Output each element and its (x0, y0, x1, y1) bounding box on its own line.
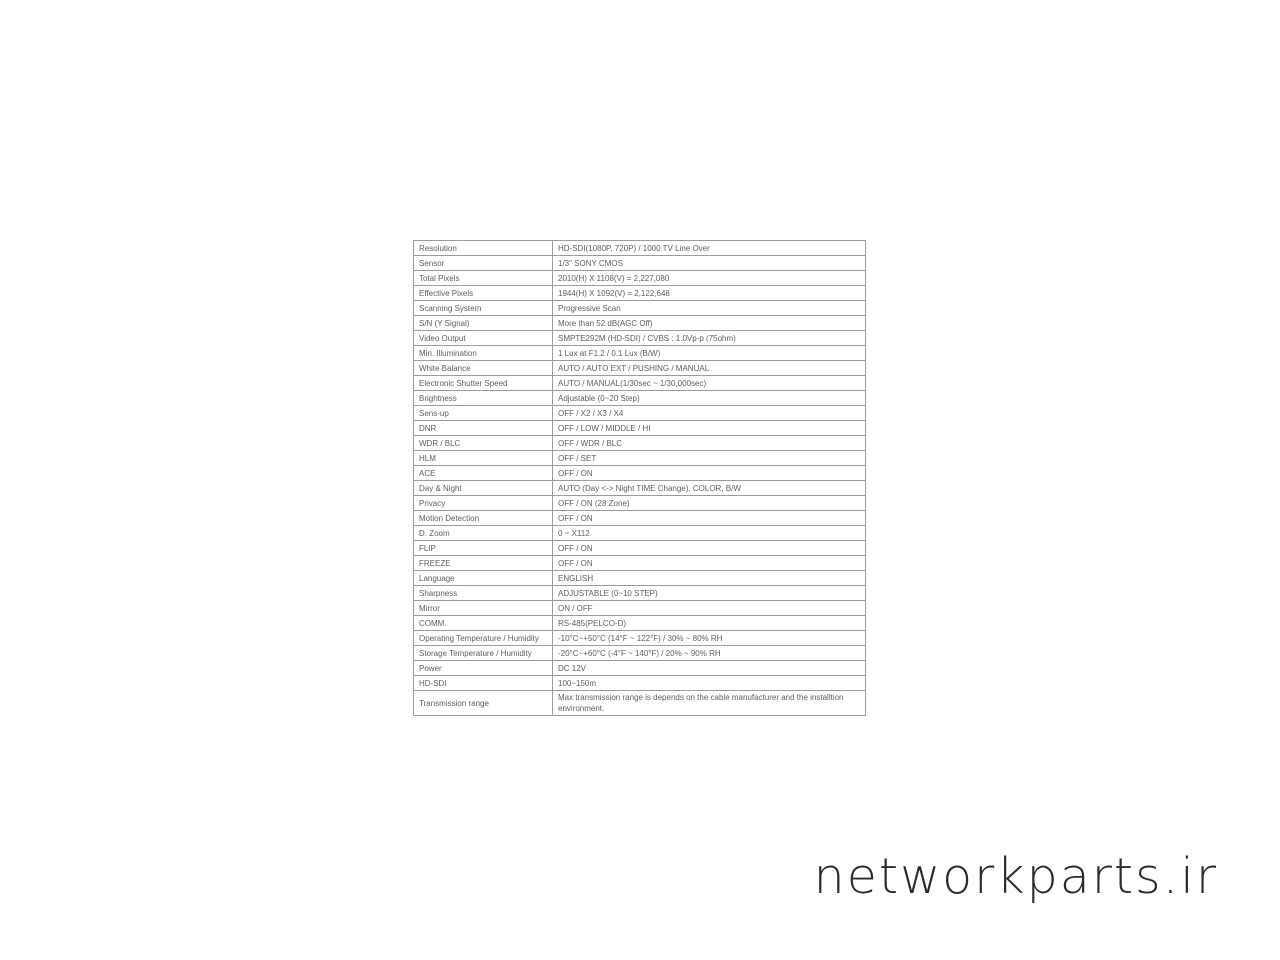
spec-value: Adjustable (0~20 Step) (553, 391, 866, 406)
spec-value: HD-SDI(1080P, 720P) / 1000 TV Line Over (553, 241, 866, 256)
spec-label: S/N (Y Signal) (414, 316, 553, 331)
spec-value: AUTO / AUTO EXT / PUSHING / MANUAL (553, 361, 866, 376)
spec-value: 0 ~ X112 (553, 526, 866, 541)
spec-label: HD-SDI (414, 676, 553, 691)
table-row (414, 421, 866, 436)
spec-value: OFF / SET (553, 451, 866, 466)
spec-label: HLM (414, 451, 553, 466)
table-row (414, 511, 866, 526)
spec-label: Transmission range (414, 691, 553, 716)
table-row (414, 391, 866, 406)
spec-label: Min. Illumination (414, 346, 553, 361)
spec-value: 1 Lux at F1.2 / 0.1 Lux (B/W) (553, 346, 866, 361)
spec-value: Max transmission range is depends on the cable manufacturer and the installtion environment. (553, 691, 866, 716)
spec-value: ON / OFF (553, 601, 866, 616)
spec-label: Motion Detection (414, 511, 553, 526)
table-row (414, 586, 866, 601)
spec-label: Operating Temperature / Humidity (414, 631, 553, 646)
spec-value: AUTO (Day <-> Night TIME Change), COLOR, B/W (553, 481, 866, 496)
spec-label: FREEZE (414, 556, 553, 571)
spec-label: Electronic Shutter Speed (414, 376, 553, 391)
spec-value: SMPTE292M (HD-SDI) / CVBS : 1.0Vp-p (75ohm) (553, 331, 866, 346)
table-row (414, 316, 866, 331)
spec-value: -10°C~+50°C (14°F ~ 122°F) / 30% ~ 80% RH (553, 631, 866, 646)
spec-value: OFF / WDR / BLC (553, 436, 866, 451)
table-row (414, 676, 866, 691)
spec-label: Language (414, 571, 553, 586)
spec-label: Scanning System (414, 301, 553, 316)
spec-label: FLIP (414, 541, 553, 556)
table-row (414, 571, 866, 586)
spec-label: Total Pixels (414, 271, 553, 286)
spec-label: COMM. (414, 616, 553, 631)
spec-label: Video Output (414, 331, 553, 346)
table-row (414, 556, 866, 571)
spec-value: -20°C~+60°C (-4°F ~ 140°F) / 20% ~ 90% RH (553, 646, 866, 661)
table-row (414, 361, 866, 376)
spec-value: AUTO / MANUAL(1/30sec ~ 1/30,000sec) (553, 376, 866, 391)
spec-label: Effective Pixels (414, 286, 553, 301)
spec-value: ADJUSTABLE (0~10 STEP) (553, 586, 866, 601)
table-row (414, 271, 866, 286)
table-row (414, 646, 866, 661)
spec-label: Sensor (414, 256, 553, 271)
spec-value: 1/3" SONY CMOS (553, 256, 866, 271)
table-row (414, 331, 866, 346)
spec-label: Day & Night (414, 481, 553, 496)
table-row (414, 436, 866, 451)
spec-label: White Balance (414, 361, 553, 376)
table-row (414, 256, 866, 271)
spec-value: Progressive Scan (553, 301, 866, 316)
spec-label: ACE (414, 466, 553, 481)
spec-value: More than 52 dB(AGC Off) (553, 316, 866, 331)
spec-value: OFF / LOW / MIDDLE / HI (553, 421, 866, 436)
spec-value: OFF / X2 / X3 / X4 (553, 406, 866, 421)
table-row (414, 301, 866, 316)
spec-label: D. Zoom (414, 526, 553, 541)
table-row (414, 496, 866, 511)
spec-value: OFF / ON (28 Zone) (553, 496, 866, 511)
spec-label: Storage Temperature / Humidity (414, 646, 553, 661)
table-row (414, 376, 866, 391)
spec-table-body (414, 241, 866, 716)
table-row (414, 526, 866, 541)
camera-spec-sheet (413, 240, 866, 716)
table-row (414, 661, 866, 676)
spec-value: OFF / ON (553, 511, 866, 526)
table-row (414, 541, 866, 556)
table-row (414, 631, 866, 646)
table-row (414, 481, 866, 496)
spec-value: OFF / ON (553, 556, 866, 571)
table-row (414, 451, 866, 466)
table-row (414, 691, 866, 716)
spec-table (413, 240, 866, 716)
spec-label: Sharpness (414, 586, 553, 601)
spec-label: DNR (414, 421, 553, 436)
spec-value: OFF / ON (553, 541, 866, 556)
spec-label: Mirror (414, 601, 553, 616)
table-row (414, 601, 866, 616)
spec-value: RS-485(PELCO-D) (553, 616, 866, 631)
table-row (414, 406, 866, 421)
table-row (414, 286, 866, 301)
spec-label: Power (414, 661, 553, 676)
networkparts-watermark: networkparts.ir (813, 848, 1218, 905)
spec-label: Brightness (414, 391, 553, 406)
table-row (414, 616, 866, 631)
spec-value: 1944(H) X 1092(V) = 2,122,648 (553, 286, 866, 301)
table-row (414, 466, 866, 481)
spec-value: OFF / ON (553, 466, 866, 481)
table-row (414, 241, 866, 256)
spec-value: DC 12V (553, 661, 866, 676)
spec-value: 2010(H) X 1108(V) = 2,227,080 (553, 271, 866, 286)
spec-label: Privacy (414, 496, 553, 511)
spec-label: Resolution (414, 241, 553, 256)
spec-value: 100~150m (553, 676, 866, 691)
spec-label: Sens-up (414, 406, 553, 421)
spec-label: WDR / BLC (414, 436, 553, 451)
spec-value: ENGLISH (553, 571, 866, 586)
table-row (414, 346, 866, 361)
